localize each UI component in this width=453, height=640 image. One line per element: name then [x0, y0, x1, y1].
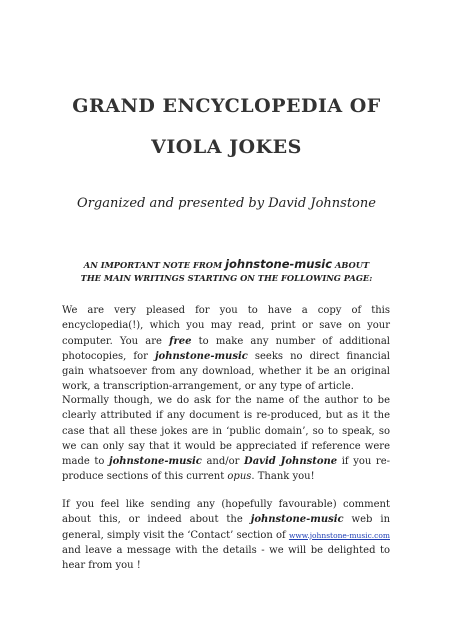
paragraph2-text-1: Normally though, we do ask for the name of the author to be clearly attributed if any document is re-produced, but as it the case that all these jokes are in ‘public domain’, so to speak, so we can only say that it would be appreciated if reference were made to: [62, 395, 390, 468]
note-heading-line-2: THE MAIN WRITINGS STARTING ON THE FOLLOWING PAGE:: [80, 273, 373, 283]
paragraph2-text-2: and/or: [201, 456, 245, 468]
paragraph2-brand: johnstone-music: [108, 456, 202, 468]
paragraph1-text-1: We are very pleased for you to have a copy of this encyclopedia(!), which you may read, print or save on your computer. You are: [62, 305, 390, 347]
paragraph3-text-2: web in general, simply visit the ‘Contact’ section of: [62, 514, 391, 541]
paragraph-free-copy: [62, 303, 390, 395]
note-heading-prefix: AN IMPORTANT NOTE FROM: [83, 260, 223, 270]
note-heading-brand: johnstone-music: [225, 257, 333, 271]
paragraph2-text-4: . Thank you!: [251, 471, 315, 483]
paragraph-contact: [62, 497, 390, 573]
paragraph3-brand: johnstone-music: [250, 514, 344, 526]
note-heading-line-1: [0, 257, 453, 271]
note-heading-suffix: ABOUT: [334, 260, 370, 270]
paragraph-attribution: [62, 393, 390, 485]
paragraph1-free-emphasis: free: [169, 335, 192, 347]
document-title-line-1: GRAND ENCYCLOPEDIA OF: [72, 95, 381, 117]
paragraph1-text-2: to make any number of additional photocopies, for: [62, 335, 390, 362]
website-link[interactable]: www.johnstone-music.com: [288, 530, 390, 540]
document-title-line-2: VIOLA JOKES: [151, 136, 302, 158]
paragraph2-text-3: if you re-produce sections of this current: [62, 456, 390, 483]
paragraph1-text-3: seeks no direct financial gain whatsoever from any download, whether it be an original work, a transcription-arrangement, or any type of article.: [62, 350, 390, 393]
paragraph3-text-3: and leave a message with the details - we will be delighted to hear from you !: [62, 544, 390, 572]
paragraph3-text-1: If you feel like sending any (hopefully favourable) comment about this, or indeed about the: [62, 499, 390, 526]
paragraph2-opus: opus: [227, 471, 252, 483]
document-subtitle: Organized and presented by David Johnstone: [77, 196, 376, 211]
paragraph2-author: David Johnstone: [244, 456, 338, 468]
paragraph1-brand: johnstone-music: [154, 350, 248, 362]
